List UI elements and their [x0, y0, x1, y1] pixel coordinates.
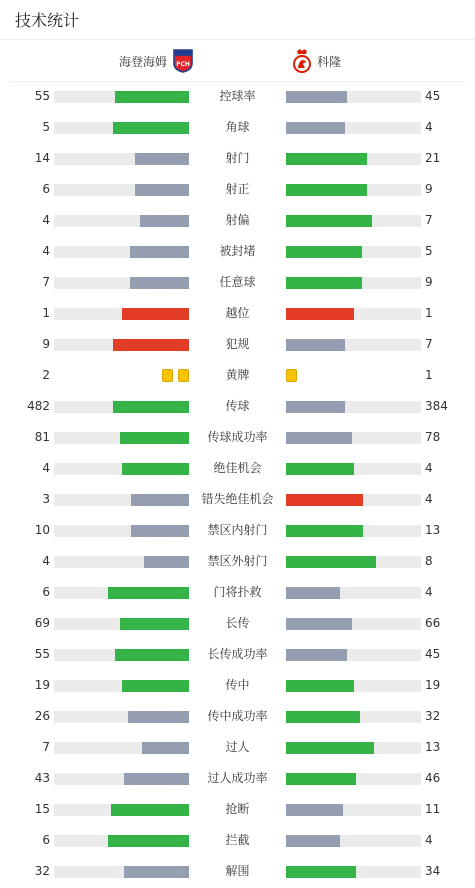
stat-row — [0, 360, 475, 391]
home-stat-bar — [54, 463, 189, 475]
home-stat-bar — [54, 649, 189, 661]
away-stat-bar-fill — [286, 153, 367, 165]
away-stat-value: 9 — [425, 275, 433, 289]
team-header — [10, 41, 465, 82]
home-stat-bar — [54, 432, 189, 444]
away-stat-value: 9 — [425, 182, 433, 196]
away-stat-bar — [286, 835, 421, 847]
away-stat-value: 384 — [425, 399, 448, 413]
away-stat-bar-fill — [286, 711, 360, 723]
stat-label: 黄牌 — [225, 368, 250, 382]
home-stat-bar-fill — [128, 711, 189, 723]
away-stat-value: 1 — [425, 306, 433, 320]
home-stat-value: 43 — [34, 771, 50, 785]
stat-row — [0, 174, 475, 205]
stat-label: 禁区内射门 — [207, 523, 268, 537]
away-stat-bar — [286, 866, 421, 878]
away-stat-value: 4 — [425, 461, 433, 475]
home-stat-bar — [54, 122, 189, 134]
stat-row — [0, 763, 475, 794]
away-stat-bar — [286, 215, 421, 227]
away-stat-value: 4 — [425, 492, 433, 506]
away-stat-value: 1 — [425, 368, 433, 382]
home-stat-bar-fill — [124, 773, 189, 785]
home-stat-value: 7 — [42, 275, 50, 289]
home-stat-bar — [54, 711, 189, 723]
home-stat-bar — [54, 742, 189, 754]
stat-row — [0, 608, 475, 639]
away-stat-bar-fill — [286, 742, 374, 754]
home-stat-value: 1 — [42, 306, 50, 320]
stat-row — [0, 484, 475, 515]
home-stat-bar-fill — [113, 339, 189, 351]
away-stat-bar — [286, 153, 421, 165]
away-stat-bar — [286, 556, 421, 568]
away-stat-bar-fill — [286, 432, 352, 444]
away-team-crest-icon — [291, 48, 313, 74]
home-team-name: 海登海姆 — [118, 54, 167, 69]
home-stat-value: 7 — [42, 740, 50, 754]
stat-row — [0, 298, 475, 329]
away-stat-value: 19 — [425, 678, 441, 692]
home-stat-bar-fill — [144, 556, 189, 568]
away-stat-bar — [286, 680, 421, 692]
home-stat-value: 55 — [34, 647, 50, 661]
away-stat-bar-fill — [286, 649, 347, 661]
stat-label: 长传成功率 — [207, 647, 268, 661]
away-stat-value: 7 — [425, 213, 433, 227]
away-stat-bar — [286, 91, 421, 103]
stat-label: 传中 — [225, 678, 250, 692]
away-stat-bar-fill — [286, 463, 354, 475]
stat-row — [0, 701, 475, 732]
away-stat-bar — [286, 587, 421, 599]
home-stat-value: 6 — [42, 833, 50, 847]
away-stat-value: 4 — [425, 585, 433, 599]
away-stat-bar — [286, 308, 421, 320]
away-stat-value: 66 — [425, 616, 441, 630]
away-stat-value: 45 — [425, 89, 441, 103]
away-stat-bar-fill — [286, 91, 347, 103]
stat-label: 禁区外射门 — [207, 554, 268, 568]
home-stat-bar-fill — [124, 866, 189, 878]
away-stat-bar-fill — [286, 246, 362, 258]
stat-label: 绝佳机会 — [213, 461, 262, 475]
away-stat-bar-fill — [286, 804, 343, 816]
stat-row — [0, 515, 475, 546]
home-stat-bar — [54, 556, 189, 568]
stat-label: 长传 — [225, 616, 250, 630]
stats-list — [0, 81, 475, 887]
away-stat-value: 11 — [425, 802, 441, 816]
away-stat-bar-fill — [286, 525, 363, 537]
away-stat-bar — [286, 401, 421, 413]
away-stat-bar-fill — [286, 587, 340, 599]
away-stat-bar — [286, 122, 421, 134]
home-stat-value: 19 — [34, 678, 50, 692]
stat-row — [0, 267, 475, 298]
stat-row — [0, 81, 475, 112]
home-stat-value: 14 — [34, 151, 50, 165]
stat-row — [0, 856, 475, 887]
home-stat-value: 9 — [42, 337, 50, 351]
away-stat-bar — [286, 339, 421, 351]
home-stat-value: 32 — [34, 864, 50, 878]
away-stat-bar-fill — [286, 122, 345, 134]
home-stat-bar-fill — [113, 401, 189, 413]
home-team[interactable] — [119, 48, 193, 74]
yellow-card-icon — [286, 369, 297, 382]
home-stat-value: 3 — [42, 492, 50, 506]
stat-row — [0, 391, 475, 422]
away-stat-bar-fill — [286, 184, 367, 196]
away-stat-bar — [286, 184, 421, 196]
home-stat-bar — [54, 618, 189, 630]
home-stat-bar — [54, 308, 189, 320]
home-stat-bar-fill — [113, 122, 189, 134]
away-stat-bar-fill — [286, 835, 340, 847]
stat-label: 任意球 — [219, 275, 256, 289]
away-stat-bar-fill — [286, 556, 376, 568]
home-stat-value: 55 — [34, 89, 50, 103]
home-stat-value: 4 — [42, 213, 50, 227]
stat-label: 越位 — [225, 306, 250, 320]
home-stat-bar-fill — [140, 215, 189, 227]
away-stat-bar — [286, 494, 421, 506]
home-stat-bar-fill — [108, 835, 189, 847]
stat-label: 角球 — [225, 120, 250, 134]
away-stat-bar — [286, 246, 421, 258]
stat-label: 控球率 — [219, 89, 256, 103]
away-stat-bar — [286, 804, 421, 816]
home-stat-value: 4 — [42, 461, 50, 475]
home-team-crest-icon — [173, 49, 193, 73]
home-stat-bar-fill — [130, 277, 189, 289]
home-stat-bar — [54, 246, 189, 258]
home-stat-bar — [54, 587, 189, 599]
stat-label: 解围 — [225, 864, 250, 878]
stat-label: 门将扑救 — [213, 585, 262, 599]
home-stat-bar-fill — [122, 680, 190, 692]
home-stat-value: 26 — [34, 709, 50, 723]
stat-row — [0, 794, 475, 825]
away-stat-bar-fill — [286, 494, 363, 506]
home-stat-bar — [54, 866, 189, 878]
away-stat-bar-fill — [286, 215, 372, 227]
away-stat-value: 13 — [425, 740, 441, 754]
home-stat-bar — [54, 277, 189, 289]
away-stat-value: 8 — [425, 554, 433, 568]
home-stat-bar-fill — [135, 184, 189, 196]
stat-label: 传球 — [225, 399, 250, 413]
stat-row — [0, 422, 475, 453]
home-stat-value: 6 — [42, 182, 50, 196]
home-stat-bar — [54, 184, 189, 196]
away-stat-bar-fill — [286, 401, 345, 413]
stat-row — [0, 112, 475, 143]
stat-label: 被封堵 — [219, 244, 256, 258]
stat-label: 错失绝佳机会 — [201, 492, 274, 506]
stat-row — [0, 329, 475, 360]
away-stat-bar — [286, 432, 421, 444]
away-stat-value: 13 — [425, 523, 441, 537]
away-stat-bar — [286, 742, 421, 754]
stat-label: 过人 — [225, 740, 250, 754]
stat-label: 抢断 — [225, 802, 250, 816]
home-stat-bar-fill — [120, 618, 189, 630]
away-stat-bar-fill — [286, 618, 352, 630]
stat-row — [0, 143, 475, 174]
section-title: 技术统计 — [15, 11, 80, 30]
home-stat-bar — [54, 525, 189, 537]
stat-label: 过人成功率 — [207, 771, 268, 785]
away-stat-bar — [286, 649, 421, 661]
away-stat-value: 7 — [425, 337, 433, 351]
away-stat-value: 32 — [425, 709, 441, 723]
home-stat-value: 6 — [42, 585, 50, 599]
stat-row — [0, 577, 475, 608]
away-stat-value: 78 — [425, 430, 441, 444]
away-stat-value: 4 — [425, 120, 433, 134]
home-stat-value: 4 — [42, 244, 50, 258]
yellow-card-icon — [162, 369, 173, 382]
home-stat-bar — [54, 804, 189, 816]
home-stat-bar-fill — [131, 525, 189, 537]
stat-label: 射偏 — [225, 213, 250, 227]
away-stat-bar-fill — [286, 680, 354, 692]
stat-row — [0, 236, 475, 267]
home-stat-bar-fill — [122, 308, 190, 320]
away-stat-value: 5 — [425, 244, 433, 258]
stat-label: 射正 — [225, 182, 250, 196]
svg-text:FCH: FCH — [176, 61, 190, 68]
home-stat-bar — [54, 835, 189, 847]
home-stat-value: 2 — [42, 368, 50, 382]
away-stat-value: 34 — [425, 864, 441, 878]
stat-row — [0, 825, 475, 856]
stat-row — [0, 453, 475, 484]
away-stat-bar — [286, 277, 421, 289]
away-stat-value: 45 — [425, 647, 441, 661]
away-stat-value: 21 — [425, 151, 441, 165]
away-stat-bar-fill — [286, 308, 354, 320]
away-stat-bar — [286, 773, 421, 785]
stat-label: 射门 — [225, 151, 250, 165]
away-stat-bar — [286, 525, 421, 537]
home-stat-bar-fill — [115, 91, 189, 103]
home-stat-value: 69 — [34, 616, 50, 630]
away-yellow-cards — [286, 369, 297, 383]
away-stat-bar-fill — [286, 866, 356, 878]
home-stat-value: 4 — [42, 554, 50, 568]
away-team-name: 科隆 — [317, 54, 342, 69]
home-stat-value: 81 — [34, 430, 50, 444]
away-stat-bar — [286, 711, 421, 723]
home-stat-bar-fill — [111, 804, 189, 816]
home-stat-bar-fill — [135, 153, 189, 165]
away-team[interactable] — [291, 48, 341, 74]
section-header — [0, 0, 475, 40]
home-stat-bar — [54, 215, 189, 227]
home-stat-bar — [54, 91, 189, 103]
home-stat-bar — [54, 494, 189, 506]
away-stat-bar-fill — [286, 277, 362, 289]
home-stat-bar — [54, 680, 189, 692]
yellow-card-icon — [178, 369, 189, 382]
away-stat-bar-fill — [286, 773, 356, 785]
away-stat-value: 46 — [425, 771, 441, 785]
home-yellow-cards — [162, 369, 189, 383]
home-stat-value: 5 — [42, 120, 50, 134]
away-stat-bar — [286, 618, 421, 630]
home-stat-value: 15 — [34, 802, 50, 816]
home-stat-bar-fill — [108, 587, 189, 599]
away-stat-bar-fill — [286, 339, 345, 351]
stat-label: 犯规 — [225, 337, 250, 351]
stat-label: 传球成功率 — [207, 430, 268, 444]
home-stat-bar — [54, 773, 189, 785]
home-stat-bar-fill — [142, 742, 189, 754]
home-stat-bar-fill — [115, 649, 189, 661]
home-stat-bar-fill — [120, 432, 189, 444]
home-stat-bar — [54, 339, 189, 351]
stat-row — [0, 670, 475, 701]
home-stat-value: 10 — [34, 523, 50, 537]
away-stat-value: 4 — [425, 833, 433, 847]
home-stat-bar — [54, 401, 189, 413]
home-stat-bar-fill — [131, 494, 189, 506]
stat-row — [0, 205, 475, 236]
stat-row — [0, 732, 475, 763]
stat-label: 传中成功率 — [207, 709, 268, 723]
stat-label: 拦截 — [225, 833, 250, 847]
stat-row — [0, 639, 475, 670]
home-stat-bar-fill — [130, 246, 189, 258]
stat-row — [0, 546, 475, 577]
home-stat-bar-fill — [122, 463, 190, 475]
home-stat-bar — [54, 153, 189, 165]
away-stat-bar — [286, 463, 421, 475]
home-stat-value: 482 — [27, 399, 50, 413]
